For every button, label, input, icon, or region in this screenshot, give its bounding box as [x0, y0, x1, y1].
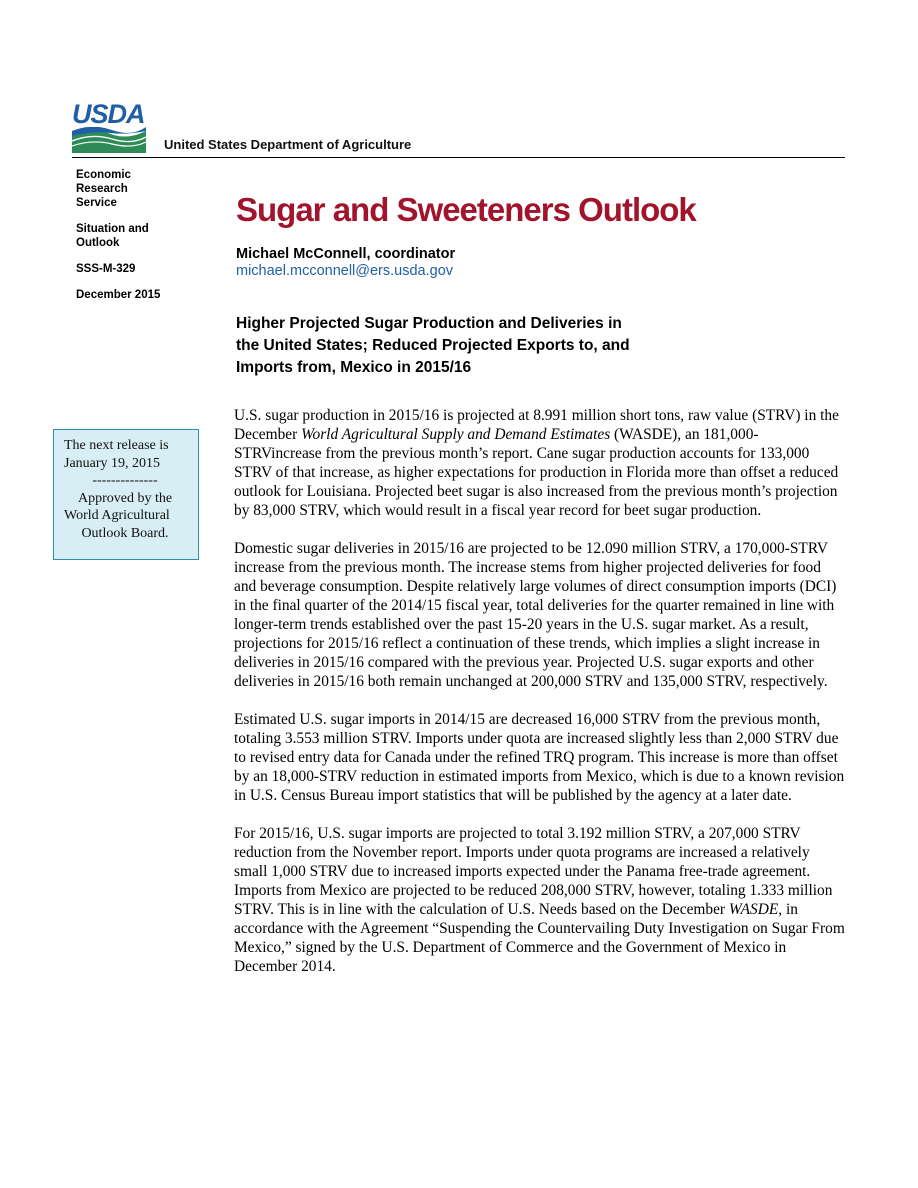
- header-divider: [72, 157, 845, 158]
- notice-line: Outlook Board.: [81, 525, 169, 541]
- paragraph-text: For 2015/16, U.S. sugar imports are projected to total 3.192 million STRV, a 207,000 STRV reduction from the November report. Imports under quota programs are increased a relatively small 1,000 STRV due to increased imports expected under the Panama free-trade agreement. Imports from Mexico are projected to be reduced 208,000 STRV, however, totaling 1.333 million STRV. This is in line with the calculation of U.S. Needs based on the December: [234, 825, 833, 918]
- paragraph-text: , in accordance with the Agreement “Suspending the Countervailing Duty Investigation on Sugar From Mexico,” signed by the U.S. Department of Commerce and the Government of Mexico in December 2014.: [234, 901, 845, 975]
- headline-line: Higher Projected Sugar Production and Deliveries in: [236, 315, 622, 332]
- publication-title: World Agricultural Supply and Demand Estimates: [301, 426, 611, 443]
- notice-line: The next release is: [64, 438, 169, 453]
- notice-separator: --------------: [92, 473, 158, 488]
- paragraph-deliveries: Domestic sugar deliveries in 2015/16 are projected to be 12.090 million STRV, a 170,000-STRV increase from the previous month. The increase stems from higher projected deliveries for food and beverage consumption. Despite relatively large volumes of direct consumption imports (DCI) in the final quarter of the 2014/15 fiscal year, total deliveries for the quarter remained in line with longer-term trends established over the past 15-20 years in the U.S. sugar market. As a result, projections for 2015/16 reflect a continuation of these trends, which implies a slight increase in deliveries in 2015/16 compared with the previous year. Projected U.S. sugar exports and other deliveries in 2015/16 both remain unchanged at 200,000 STRV and 135,000 STRV, respectively.: [234, 540, 837, 690]
- report-date-text: December 2015: [76, 289, 161, 301]
- headline-line: Imports from, Mexico in 2015/16: [236, 359, 472, 376]
- sidebar-line: Situation and: [76, 223, 149, 235]
- publication-title: WASDE: [728, 901, 779, 918]
- notice-line: January 19, 2015: [64, 455, 161, 471]
- report-code: [76, 262, 236, 276]
- headline-line: the United States; Reduced Projected Exports to, and: [236, 337, 630, 354]
- paragraph-text: (WASDE), an 181,000-STRVincrease from the previous month’s report. Cane sugar production accounts for 133,000 STRV of that increase, as higher expectations for production in Florida more than offset a reduced outlook for Louisiana. Projected beet sugar is also increased from the previous month’s projection by 83,000 STRV, which would result in a fiscal year record for beet sugar production.: [234, 426, 839, 519]
- author-email-link[interactable]: michael.mcconnell@ers.usda.gov: [236, 263, 454, 279]
- sidebar-line: Economic: [76, 169, 131, 181]
- agency-name: United States Department of Agriculture: [164, 137, 412, 152]
- logo-wave-graphic: [72, 127, 146, 153]
- paragraph-imports-2014: Estimated U.S. sugar imports in 2014/15 are decreased 16,000 STRV from the previous month, totaling 3.553 million STRV. Imports under quota are increased slightly less than 2,000 STRV due to revised entry data for Canada under the refined TRQ program. This increase is more than offset by an 18,000-STRV reduction in estimated imports from Mexico, which is due to a known revision in U.S. Census Bureau import statistics that will be published by the agency at a later date.: [234, 711, 845, 804]
- report-headline: [236, 313, 826, 379]
- sidebar-line: Research: [76, 183, 128, 195]
- author-name: Michael McConnell, coordinator: [236, 246, 456, 262]
- release-notice-box: [53, 429, 199, 560]
- notice-line: Approved by the: [77, 490, 173, 506]
- series-block: [76, 222, 236, 250]
- report-sidebar: [76, 168, 236, 314]
- notice-line: World Agricultural: [64, 508, 170, 523]
- paragraph-imports-2015: [234, 824, 846, 976]
- report-body: [234, 406, 846, 995]
- paragraph-production: [234, 406, 846, 520]
- report-code-text: SSS-M-329: [76, 263, 136, 275]
- sidebar-line: Outlook: [76, 237, 120, 249]
- author-block: [236, 246, 455, 280]
- logo-text: USDA: [72, 99, 145, 129]
- agency-block: [76, 168, 236, 210]
- paragraph-text: U.S. sugar production in 2015/16 is projected at 8.991 million short tons, raw value (STRV) in the December: [234, 407, 839, 443]
- report-title: Sugar and Sweeteners Outlook: [236, 191, 696, 228]
- usda-logo: [72, 101, 146, 153]
- report-date: [76, 288, 236, 302]
- sidebar-line: Service: [76, 197, 117, 209]
